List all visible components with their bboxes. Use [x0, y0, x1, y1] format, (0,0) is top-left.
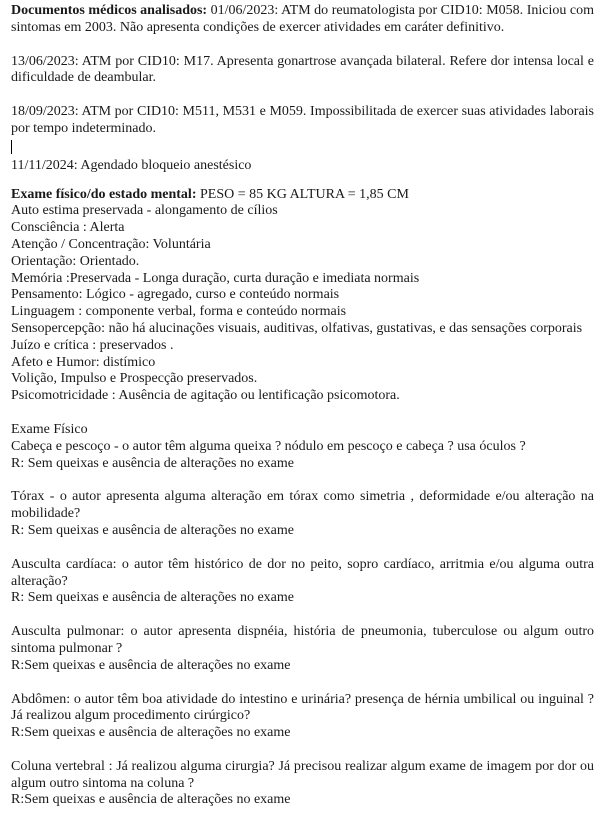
thorax-question: Tórax - o autor apresenta alguma alteração em tórax como simetria , deformidade e/ou alteração na mobilidade?	[11, 489, 594, 522]
documents-entry-1	[11, 3, 594, 37]
documents-label: Documentos médicos analisados:	[11, 3, 208, 18]
mental-line: Consciência : Alerta	[11, 220, 125, 236]
mental-line: Pensamento: Lógico - agregado, curso e conteúdo normais	[11, 287, 340, 303]
head-neck-question: Cabeça e pescoço - o autor têm alguma queixa ? nódulo em pescoço e cabeça ? usa óculos ?	[11, 438, 526, 454]
document-body[interactable]	[11, 3, 594, 809]
mental-exam-header	[11, 187, 594, 204]
mental-line: Auto estima preservada - alongamento de cílios	[11, 203, 278, 219]
head-neck-answer: R: Sem queixas e ausência de alterações no exame	[11, 455, 294, 471]
mental-line: Afeto e Humor: distímico	[11, 354, 156, 370]
mental-line: Juízo e crítica : preservados .	[11, 337, 174, 353]
mental-line: Memória :Preservada - Longa duração, curta duração e imediata normais	[11, 270, 420, 286]
documents-entry-2: 13/06/2023: ATM por CID10: M17. Apresenta gonartrose avançada bilateral. Refere dor intensa local e dificuldade de deambular.	[11, 53, 594, 86]
mental-exam-measures: PESO = 85 KG ALTURA = 1,85 CM	[199, 186, 409, 202]
mental-line: Sensopercepção: não há alucinações visuais, auditivas, olfativas, gustativas, e das sensações corporais	[11, 320, 583, 336]
cardiac-question: Ausculta cardíaca: o autor têm histórico de dor no peito, sopro cardíaco, arritmia e/ou alguma outra alteração?	[11, 556, 594, 589]
physical-exam-title: Exame Físico	[11, 421, 88, 437]
thorax-answer: R: Sem queixas e ausência de alterações no exame	[11, 522, 294, 538]
spine-answer: R:Sem queixas e ausência de alterações no exame	[11, 792, 291, 808]
mental-line: Orientação: Orientado.	[11, 253, 140, 269]
documents-entry-1-text: 01/06/2023: ATM do reumatologista por CID10: M058. Iniciou com sintomas em 2003. Não apresenta condições de exercer atividades em caráter definitivo.	[11, 3, 594, 35]
abdomen-question: Abdômen: o autor têm boa atividade do intestino e urinária? presença de hérnia umbilical ou inguinal ? Já realizou algum procedimento cirúrgico?	[11, 691, 594, 724]
mental-line: Atenção / Concentração: Voluntária	[11, 236, 211, 252]
documents-entry-3: 18/09/2023: ATM por CID10: M511, M531 e M059. Impossibilitada de exercer suas atividades laborais por tempo indeterminado.	[11, 104, 594, 136]
pulmonary-question: Ausculta pulmonar: o autor apresenta dispnéia, história de pneumonia, tuberculose ou algum outro sintoma pulmonar ?	[11, 624, 594, 656]
mental-line: Volição, Impulso e Prospecção preservados.	[11, 371, 258, 387]
mental-line: Linguagem : componente verbal, forma e conteúdo normais	[11, 304, 347, 320]
cardiac-answer: R: Sem queixas e ausência de alterações no exame	[11, 590, 294, 606]
mental-exam-label: Exame físico/do estado mental:	[11, 186, 197, 202]
spine-question: Coluna vertebral : Já realizou alguma cirurgia? Já precisou realizar algum exame de imagem por dor ou algum outro sintoma na coluna ?	[11, 758, 594, 791]
pulmonary-answer: R:Sem queixas e ausência de alterações no exame	[11, 657, 291, 673]
mental-line: Psicomotricidade : Ausência de agitação ou lentificação psicomotora.	[11, 388, 400, 404]
documents-entry-4: 11/11/2024: Agendado bloqueio anestésico	[11, 157, 252, 173]
abdomen-answer: R:Sem queixas e ausência de alterações no exame	[11, 725, 291, 741]
text-cursor	[11, 140, 12, 154]
